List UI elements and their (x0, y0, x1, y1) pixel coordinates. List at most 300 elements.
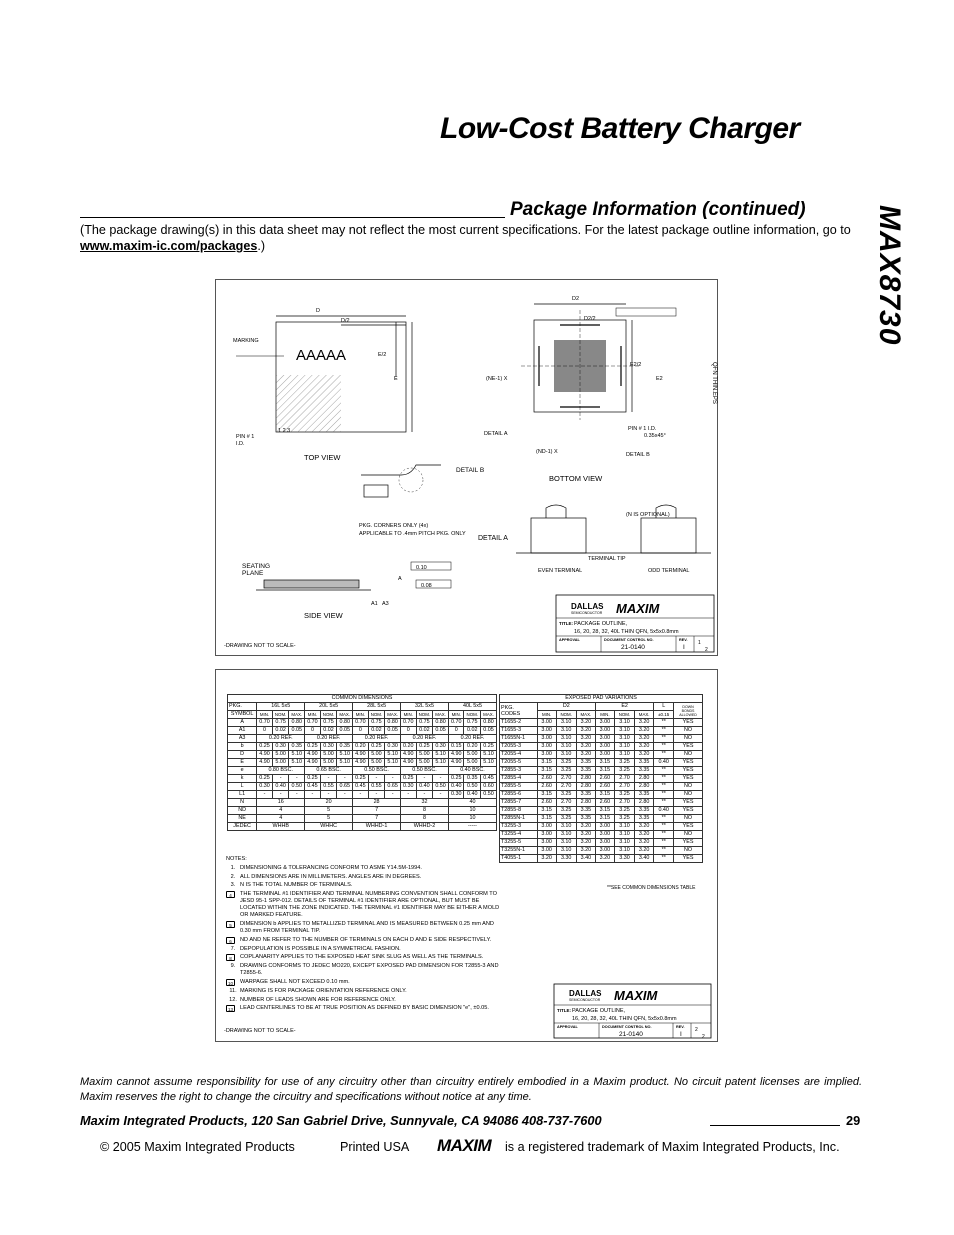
dim-cell: 4.90 (448, 759, 464, 767)
dim-row (228, 791, 497, 799)
note-text: DIMENSION b APPLIES TO METALLIZED TERMINAL AND IS MEASURED BETWEEN 0.25 mm AND 0.30 mm FROM TERMINAL TIP. (240, 920, 494, 934)
ep-row (500, 759, 703, 767)
ep-cell: 2.70 (556, 799, 576, 807)
dim-span-cell: 0.50 BSC. (401, 767, 449, 775)
ep-cell: 3.00 (537, 743, 556, 751)
page-number: 29 (846, 1113, 861, 1128)
dim-cell: 0.30 (272, 743, 289, 751)
dim-cell: 0.50 (464, 783, 481, 791)
ep-cell: 3.15 (595, 767, 614, 775)
ep-cell: ** (654, 799, 674, 807)
dim-span-cell: 0.80 BSC. (257, 767, 305, 775)
dim-symbol: A (228, 719, 257, 727)
packages-link[interactable]: www.maxim-ic.com/packages (80, 239, 258, 253)
dim-span-cell: ----- (448, 823, 496, 831)
ep-cell: 3.35 (635, 807, 654, 815)
ep-cell: 2.60 (595, 775, 614, 783)
copyright: © 2005 Maxim Integrated Products (100, 1140, 295, 1154)
label-a3: A3 (382, 601, 389, 607)
ep-cell: 3.10 (614, 727, 634, 735)
dim-span-cell: 40 (448, 799, 496, 807)
note-item (226, 874, 501, 881)
ep-cell: 3.15 (537, 815, 556, 823)
dim-cell: 5.00 (416, 759, 433, 767)
dim-cell: 0.02 (464, 727, 481, 735)
dim-cell: 0.30 (385, 743, 401, 751)
ep-cell: 3.40 (576, 855, 595, 863)
ep-cell: ** (654, 783, 674, 791)
ep-cell: 3.20 (635, 847, 654, 855)
label-dd2: D2 (572, 296, 580, 302)
ep-code: T1655N-1 (500, 735, 538, 743)
ep-cell: 3.40 (635, 855, 654, 863)
dim-cell: - (433, 775, 449, 783)
drawing-file-label: QFN THIN.EPS (711, 362, 717, 404)
tb1-brand-dallas-sub: SEMICONDUCTOR (571, 611, 603, 615)
dim-cell: 0.05 (385, 727, 401, 735)
dim-cell: 0.45 (353, 783, 369, 791)
ep-code: T2855-3 (500, 767, 538, 775)
exposed-pad-table (499, 694, 703, 863)
subcol-3-1: NOM. (416, 711, 433, 719)
dim-cell: - (305, 791, 321, 799)
dim-cell: 0.65 (385, 783, 401, 791)
dim-row (228, 743, 497, 751)
ep-code: T3255N-1 (500, 847, 538, 855)
ep-cell: 2.60 (537, 783, 556, 791)
dim-cell: 4.90 (401, 751, 417, 759)
ep-cell: YES (674, 743, 703, 751)
dim-span-cell: 0.20 REF. (353, 735, 401, 743)
ep-cell: ** (654, 751, 674, 759)
dim-cell: - (320, 775, 337, 783)
ep-cell: 3.35 (576, 791, 595, 799)
ep-cell: 3.25 (614, 807, 634, 815)
note-number: 12. (229, 996, 237, 1003)
note-number: 13 (227, 1007, 233, 1013)
label-pins: 1 2 3 (278, 428, 291, 434)
label-chamfer: 0.35x45° (644, 433, 666, 439)
ep-cell: ** (654, 847, 674, 855)
ep-cell: 2.60 (537, 775, 556, 783)
label-even-terminal: EVEN TERMINAL (538, 568, 583, 574)
dim-span-cell: 20 (305, 799, 353, 807)
ep-down3: ALLOWED (679, 712, 697, 717)
dim-cell: - (272, 775, 289, 783)
ep-cell: ** (654, 855, 674, 863)
disclaimer: Maxim cannot assume responsibility for use of any circuitry other than circuitry entirely embodied in a Maxim product. No circuit patent licenses are implied. Maxim reserves the right to change the circuitry and specifications without notice at any time. (80, 1076, 862, 1103)
note-text: N IS THE TOTAL NUMBER OF TERMINALS. (240, 882, 353, 889)
common-dimensions-title: COMMON DIMENSIONS (228, 695, 497, 703)
ep-cell: 3.20 (595, 855, 614, 863)
dim-cell: 0.75 (368, 719, 385, 727)
dim-cell: 4.90 (257, 759, 273, 767)
dim-span-cell: 5 (305, 807, 353, 815)
dim-cell: 0.02 (416, 727, 433, 735)
dim-cell: 0.25 (368, 743, 385, 751)
ep-cell: 0.40 (654, 807, 674, 815)
dim-cell: 4.90 (305, 759, 321, 767)
note-text: NUMBER OF LEADS SHOWN ARE FOR REFERENCE ONLY. (240, 996, 396, 1003)
dim-cell: 0.60 (481, 783, 497, 791)
note-item (226, 988, 501, 995)
ep-cell: 3.20 (635, 831, 654, 839)
dim-cell: 0.70 (448, 719, 464, 727)
dim-span-cell: 0.20 REF. (401, 735, 449, 743)
ep-code: T2055-3 (500, 743, 538, 751)
ep-cell: 3.10 (556, 831, 576, 839)
ep-row (500, 743, 703, 751)
dim-cell: 0.15 (448, 743, 464, 751)
ep-cell: 3.00 (537, 735, 556, 743)
dim-cell: 0.25 (305, 775, 321, 783)
ep-cell: 3.25 (556, 791, 576, 799)
subcol-3-0: MIN. (401, 711, 417, 719)
label-e2: E/2 (378, 352, 387, 358)
dim-span-cell: 28 (353, 799, 401, 807)
ep-e2: E2 (595, 703, 653, 711)
ep-cell: 3.25 (614, 759, 634, 767)
label-d2: D/2 (341, 318, 350, 324)
dim-span-cell: 5 (305, 815, 353, 823)
dim-span-cell: 0.50 BSC. (353, 767, 401, 775)
note-text: DEPOPULATION IS POSSIBLE IN A SYMMETRICAL FASHION. (240, 945, 401, 952)
ep-cell: 2.70 (614, 799, 634, 807)
dim-symbol: A1 (228, 727, 257, 735)
tb2-title2: 16, 20, 28, 32, 40L THIN QFN, 5x5x0.8mm (572, 1016, 677, 1022)
dim-symbol: A3 (228, 735, 257, 743)
ep-down-bonds (674, 703, 703, 719)
ep-code: T3255-5 (500, 839, 538, 847)
dim-cell: 4.90 (448, 751, 464, 759)
tb2-sheet-den: 2 (702, 1034, 705, 1040)
ep-row (500, 799, 703, 807)
dim-cell: 0.70 (305, 719, 321, 727)
ep-cell: YES (674, 799, 703, 807)
ep-cell: 3.20 (576, 839, 595, 847)
subcol-1-1: NOM. (320, 711, 337, 719)
dim-span-cell: 0.65 BSC. (305, 767, 353, 775)
dim-cell: 0.25 (353, 775, 369, 783)
dim-span-cell: 0.40 BSC. (448, 767, 496, 775)
ep-cell: 3.00 (595, 735, 614, 743)
label-e: E (394, 376, 398, 382)
ep-row (500, 839, 703, 847)
ep-cell: ** (654, 719, 674, 727)
label-pin1: PIN # 1 (236, 434, 255, 440)
subcol-4-0: MIN. (448, 711, 464, 719)
subcol-0-1: NOM. (272, 711, 289, 719)
label-d: D (316, 308, 320, 314)
tb1-doc-label: DOCUMENT CONTROL NO. (604, 638, 654, 642)
ep-down1: DOWN (682, 704, 694, 709)
ep-cell: 3.10 (614, 839, 634, 847)
ep-cell: 3.35 (576, 815, 595, 823)
ep-cell: ** (654, 735, 674, 743)
ep-codes: CODES (501, 710, 521, 717)
label-terminal-tip: TERMINAL TIP (588, 556, 626, 562)
ep-row (500, 735, 703, 743)
label-e22: E2/2 (630, 362, 642, 368)
section-rule (80, 217, 505, 218)
ep-cell: 3.20 (576, 735, 595, 743)
label-plane: PLANE (242, 570, 264, 577)
dim-cell: 5.10 (385, 751, 401, 759)
dim-span-cell: 7 (353, 807, 401, 815)
dim-cell: 5.10 (481, 751, 497, 759)
pkg-header-0: 16L 5x5 (257, 703, 305, 711)
dim-cell: 0.45 (481, 775, 497, 783)
trademark-text: is a registered trademark of Maxim Integrated Products, Inc. (505, 1140, 840, 1154)
dim-row (228, 775, 497, 783)
note-item (226, 954, 501, 961)
dim-row (228, 759, 497, 767)
ep-cell: 3.35 (576, 767, 595, 775)
ep-cell: 3.10 (556, 823, 576, 831)
dim-span-cell: 8 (401, 815, 449, 823)
tb2-doc-no: 21-0140 (619, 1031, 643, 1038)
dim-cell: - (385, 791, 401, 799)
note-number: 3. (230, 882, 236, 889)
package-drawing-sheet-1 (215, 279, 718, 656)
dim-cell: 0.02 (320, 727, 337, 735)
ep-cell: 2.80 (576, 783, 595, 791)
dim-cell: 5.00 (464, 759, 481, 767)
intro-paragraph (80, 222, 865, 254)
ep-row (500, 727, 703, 735)
ep-pkg-codes (500, 703, 538, 719)
label-marking: MARKING (233, 338, 259, 344)
ep-cell: 3.00 (537, 839, 556, 847)
ep-cell: 3.35 (576, 759, 595, 767)
subcol-1-2: MAX. (337, 711, 353, 719)
dim-cell: - (416, 775, 433, 783)
ep-code: T1655-2 (500, 719, 538, 727)
ep-cell: ** (654, 831, 674, 839)
ep-row (500, 783, 703, 791)
ep-cell: 2.80 (576, 775, 595, 783)
dim-cell: 5.10 (289, 759, 305, 767)
ep-cell: 3.15 (595, 815, 614, 823)
note-text: ALL DIMENSIONS ARE IN MILLIMETERS. ANGLES ARE IN DEGREES. (240, 873, 422, 880)
ep-cell: 3.20 (576, 751, 595, 759)
ep-cell: 3.00 (537, 727, 556, 735)
note-text: THE TERMINAL #1 IDENTIFIER AND TERMINAL NUMBERING CONVENTION SHALL CONFORM TO JESD 95-1 SPP-012. DETAILS OF TERMINAL #1 IDENTIFIER ARE OPTIONAL, BUT MUST BE LOCATED WITHIN THE ZONE INDICATED. THE TERMINAL #1 IDENTIFIER MAY BE EITHER A MOLD OR MARKED FEATURE. (240, 891, 500, 919)
ep-l-tol: ±0.15 (654, 711, 674, 719)
ep-code: T2855-4 (500, 775, 538, 783)
label-optional: (N IS OPTIONAL) (626, 512, 670, 518)
note-number: 11. (229, 987, 237, 994)
dim-span-cell: 0.20 REF. (448, 735, 496, 743)
dim-cell: - (353, 791, 369, 799)
dim-cell: 5.00 (416, 751, 433, 759)
ep-cell: 3.10 (556, 727, 576, 735)
dim-cell: 0.50 (481, 791, 497, 799)
dim-cell: 5.10 (433, 759, 449, 767)
dim-cell: 5.00 (320, 751, 337, 759)
ep-cell: 3.00 (537, 751, 556, 759)
note-number: 7. (230, 945, 236, 952)
ep-row (500, 767, 703, 775)
dim-row (228, 799, 497, 807)
tb1-rev: I (683, 644, 685, 651)
ep-cell: 3.00 (537, 831, 556, 839)
label-side-view: SIDE VIEW (304, 611, 343, 620)
dim-row (228, 815, 497, 823)
note-text: DIMENSIONING & TOLERANCING CONFORM TO ASME Y14.5M-1994. (240, 864, 422, 871)
ep-cell: 3.10 (614, 823, 634, 831)
ep-code: T2855-8 (500, 807, 538, 815)
ep-code: T4055-1 (500, 855, 538, 863)
dim-cell: 5.00 (368, 759, 385, 767)
ep-cell: ** (654, 727, 674, 735)
ep-cell: NO (674, 783, 703, 791)
ep-cell: 3.20 (576, 719, 595, 727)
dim-cell: 0.35 (289, 743, 305, 751)
tb2-brand-dallas-sub: SEMICONDUCTOR (569, 998, 601, 1002)
subcol-2-0: MIN. (353, 711, 369, 719)
ep-cell: 2.70 (556, 775, 576, 783)
dim-cell: 0.35 (464, 775, 481, 783)
dim-cell: 0.40 (416, 783, 433, 791)
ep-cell: ** (654, 815, 674, 823)
note-number: 10 (227, 980, 233, 986)
pkg-header-2: 28L 5x5 (353, 703, 401, 711)
ep-footnote: **SEE COMMON DIMENSIONS TABLE (607, 885, 696, 891)
ep-row (500, 847, 703, 855)
ep-cell: 3.35 (635, 767, 654, 775)
dim-cell: 0.25 (305, 743, 321, 751)
ep-row (500, 831, 703, 839)
ep-cell: 3.20 (537, 855, 556, 863)
ep-cell: NO (674, 791, 703, 799)
ep-cell: 3.00 (595, 719, 614, 727)
dim-cell: 0 (401, 727, 417, 735)
dim-cell: 0.40 (448, 783, 464, 791)
label-bottom-view: BOTTOM VIEW (549, 474, 603, 483)
ep-cell: 3.15 (595, 791, 614, 799)
ep-cell: 3.00 (595, 839, 614, 847)
ep-cell: 3.20 (576, 823, 595, 831)
ep-cell: 3.15 (537, 807, 556, 815)
dim-row (228, 767, 497, 775)
label-seating: SEATING (242, 563, 271, 570)
ep-code: T2855-7 (500, 799, 538, 807)
label-odd-terminal: ODD TERMINAL (648, 568, 690, 574)
ep-cell: 3.10 (556, 735, 576, 743)
tb1-title1: PACKAGE OUTLINE, (574, 621, 628, 627)
ep-row (500, 807, 703, 815)
dim-cell: 0.55 (368, 783, 385, 791)
ep-l: L (654, 703, 674, 711)
ep-cell: 3.20 (635, 751, 654, 759)
drawing2-scale-note: -DRAWING NOT TO SCALE- (224, 1028, 296, 1034)
dim-cell: 0.30 (448, 791, 464, 799)
ep-cell: ** (654, 839, 674, 847)
ep-cell: ** (654, 791, 674, 799)
label-pin1-bottom: PIN # 1 I.D. (628, 426, 657, 432)
ep-cell: YES (674, 775, 703, 783)
note-text: DRAWING CONFORMS TO JEDEC MO220, EXCEPT EXPOSED PAD DIMENSION FOR T2855-3 AND T2855-6. (240, 963, 499, 977)
dim-cell: 0.05 (481, 727, 497, 735)
dim-row (228, 807, 497, 815)
intro-text: (The package drawing(s) in this data sheet may not reflect the most current specifications. For the latest package outline information, go to (80, 223, 851, 237)
ep-cell: NO (674, 727, 703, 735)
label-d22: D2/2 (584, 316, 596, 322)
ep-row (500, 855, 703, 863)
note-text: WARPAGE SHALL NOT EXCEED 0.10 mm. (240, 978, 350, 985)
ep-cell: 3.10 (614, 719, 634, 727)
ep-cell: 3.20 (576, 831, 595, 839)
ep-cell: 3.10 (614, 735, 634, 743)
title-block-2 (553, 983, 713, 1040)
ep-cell: NO (674, 831, 703, 839)
note-number: 5 (226, 921, 235, 928)
ep-cell: 3.10 (556, 751, 576, 759)
label-applicable: APPLICABLE TO .4mm PITCH PKG. ONLY (359, 531, 466, 537)
label-detail-b-title: DETAIL B (456, 467, 485, 474)
dim-symbol: e (228, 767, 257, 775)
dim-cell: 0.02 (272, 727, 289, 735)
ep-cell: NO (674, 751, 703, 759)
tb2-rev-label: REV. (676, 1025, 685, 1029)
label-tol1: 0.10 (416, 565, 427, 571)
dim-cell: 0.50 (433, 783, 449, 791)
footer-rule (710, 1125, 840, 1126)
subcol-2-2: MAX. (385, 711, 401, 719)
dim-cell: 5.10 (289, 751, 305, 759)
label-nd1: (ND-1) X (536, 449, 558, 455)
footer-company: Maxim Integrated Products, 120 San Gabriel Drive, Sunnyvale, CA 94086 408-737-7600 (80, 1113, 602, 1128)
dim-span-cell: 10 (448, 807, 496, 815)
dim-cell: 0 (305, 727, 321, 735)
ep-cell: 3.10 (556, 839, 576, 847)
ep-cell: 3.15 (537, 759, 556, 767)
note-item (226, 921, 501, 935)
dim-row (228, 751, 497, 759)
ep-cell: 3.20 (576, 727, 595, 735)
ep-cell: 3.00 (595, 743, 614, 751)
ep-cell: 3.10 (556, 847, 576, 855)
dim-cell: 5.10 (433, 751, 449, 759)
dim-span-cell: 32 (401, 799, 449, 807)
ep-cell: NO (674, 847, 703, 855)
dim-cell: 0.25 (257, 775, 273, 783)
dim-span-cell: WHHD-2 (401, 823, 449, 831)
ep-subcol-0: MAX. (635, 711, 654, 719)
ep-subcol-4: NOM. (556, 711, 576, 719)
label-tol2: 0.08 (421, 583, 432, 589)
note-item (226, 891, 501, 919)
document-title: Low-Cost Battery Charger (440, 112, 800, 145)
dim-span-cell: 16 (257, 799, 305, 807)
dim-cell: - (289, 791, 305, 799)
dim-cell: 0.30 (401, 783, 417, 791)
part-number-side: MAX8730 (873, 205, 906, 346)
dim-span-cell: 0.20 REF. (305, 735, 353, 743)
dim-cell: - (401, 791, 417, 799)
subcol-0-0: MIN. (257, 711, 273, 719)
ep-cell: 3.25 (556, 767, 576, 775)
dim-cell: 0.75 (272, 719, 289, 727)
ep-cell: YES (674, 719, 703, 727)
dim-cell: 5.10 (337, 751, 353, 759)
ep-d2: D2 (537, 703, 595, 711)
package-drawing-sheet-2 (215, 669, 718, 1042)
dim-symbol: k (228, 775, 257, 783)
ep-subcol-2: MIN. (595, 711, 614, 719)
dim-row (228, 727, 497, 735)
